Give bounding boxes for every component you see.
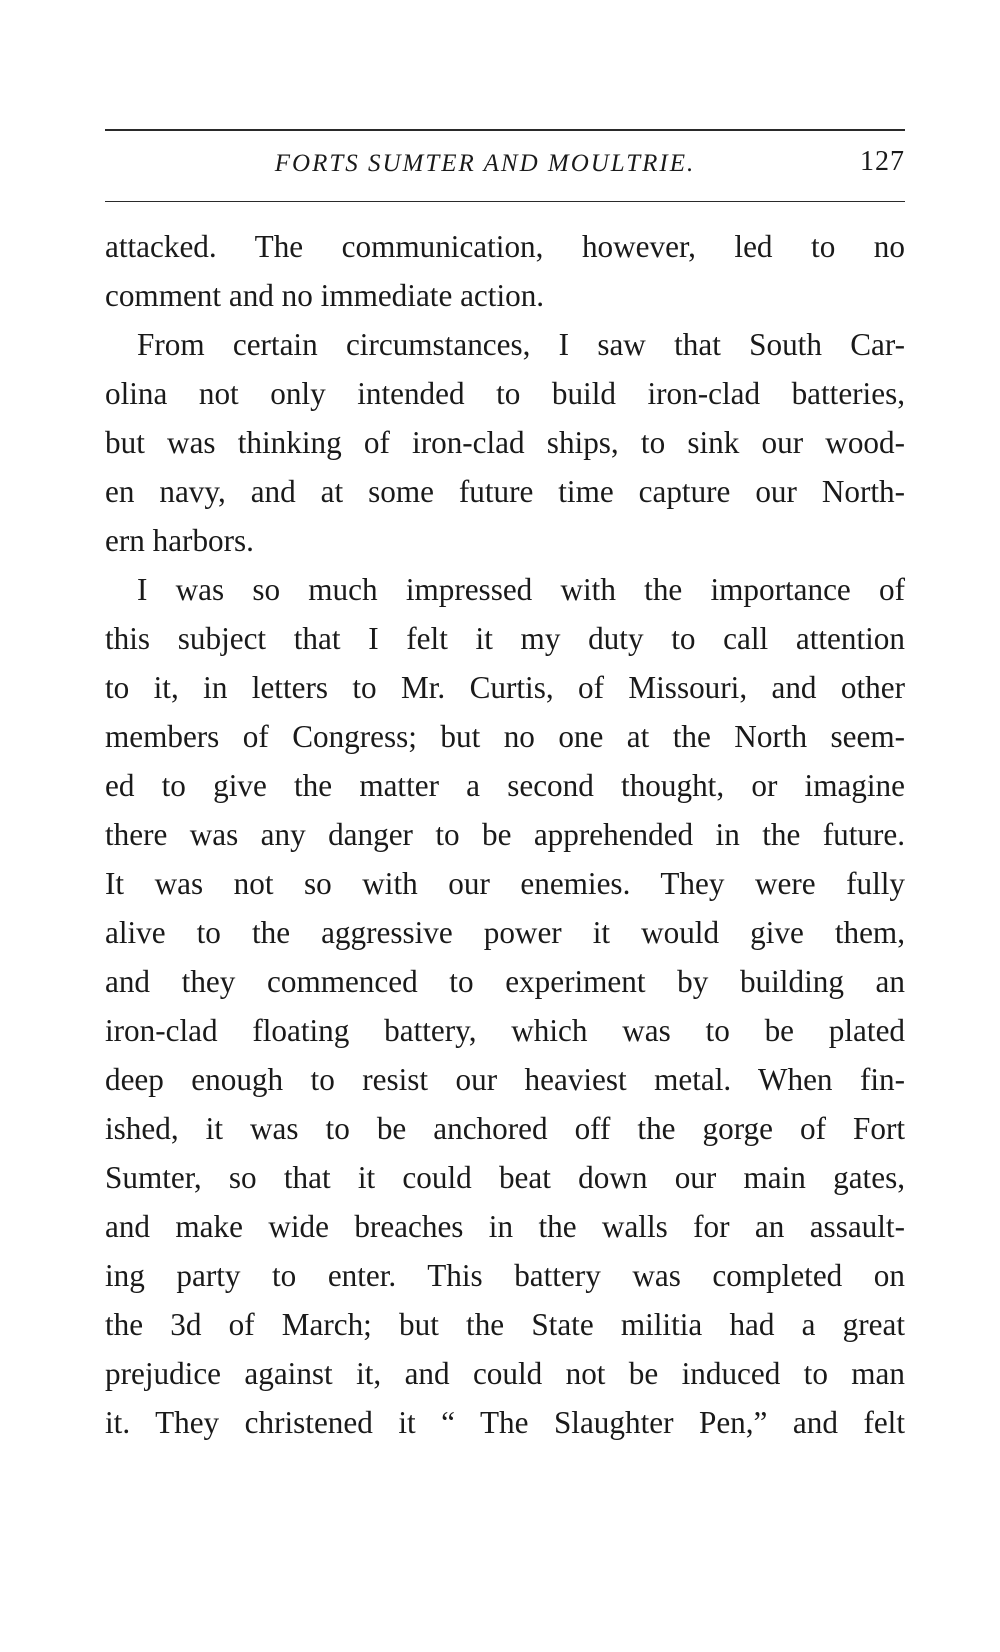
text-line: but was thinking of iron-clad ships, to sink our wood- [105,425,905,460]
text-line: to it, in letters to Mr. Curtis, of Missouri, and other [105,670,905,705]
text-line: there was any danger to be apprehended in the future. [105,817,905,852]
body-text [105,222,905,1447]
text-line: Sumter, so that it could beat down our main gates, [105,1160,905,1195]
text-line: deep enough to resist our heaviest metal. When fin- [105,1062,905,1097]
text-line: olina not only intended to build iron-clad batteries, [105,376,905,411]
text-line: and make wide breaches in the walls for an assault- [105,1209,905,1244]
running-head-title: FORTS SUMTER AND MOULTRIE. [274,150,696,177]
text-line: ing party to enter. This battery was completed on [105,1258,905,1293]
text-line: alive to the aggressive power it would give them, [105,915,905,950]
header-top-rule [105,129,905,131]
text-line: it. They christened it “ The Slaughter Pen,” and felt [105,1405,905,1440]
text-line: comment and no immediate action. [105,278,545,313]
text-line: en navy, and at some future time capture our North- [105,474,905,509]
page-number: 127 [860,146,905,177]
text-line: this subject that I felt it my duty to call attention [105,621,905,656]
header-bottom-rule [105,201,905,202]
text-line: ern harbors. [105,523,254,558]
text-line: ished, it was to be anchored off the gorge of Fort [105,1111,905,1146]
text-line: members of Congress; but no one at the North seem- [105,719,905,754]
running-head [105,146,905,186]
text-line: It was not so with our enemies. They were fully [105,866,905,901]
text-line: and they commenced to experiment by building an [105,964,905,999]
text-line: prejudice against it, and could not be induced to man [105,1356,905,1391]
text-line: iron-clad floating battery, which was to be plated [105,1013,905,1048]
text-line: From certain circumstances, I saw that South Car- [137,327,905,362]
text-line: the 3d of March; but the State militia had a great [105,1307,905,1342]
text-line: I was so much impressed with the importance of [137,572,905,607]
text-line: attacked. The communication, however, led to no [105,229,905,264]
text-line: ed to give the matter a second thought, or imagine [105,768,905,803]
